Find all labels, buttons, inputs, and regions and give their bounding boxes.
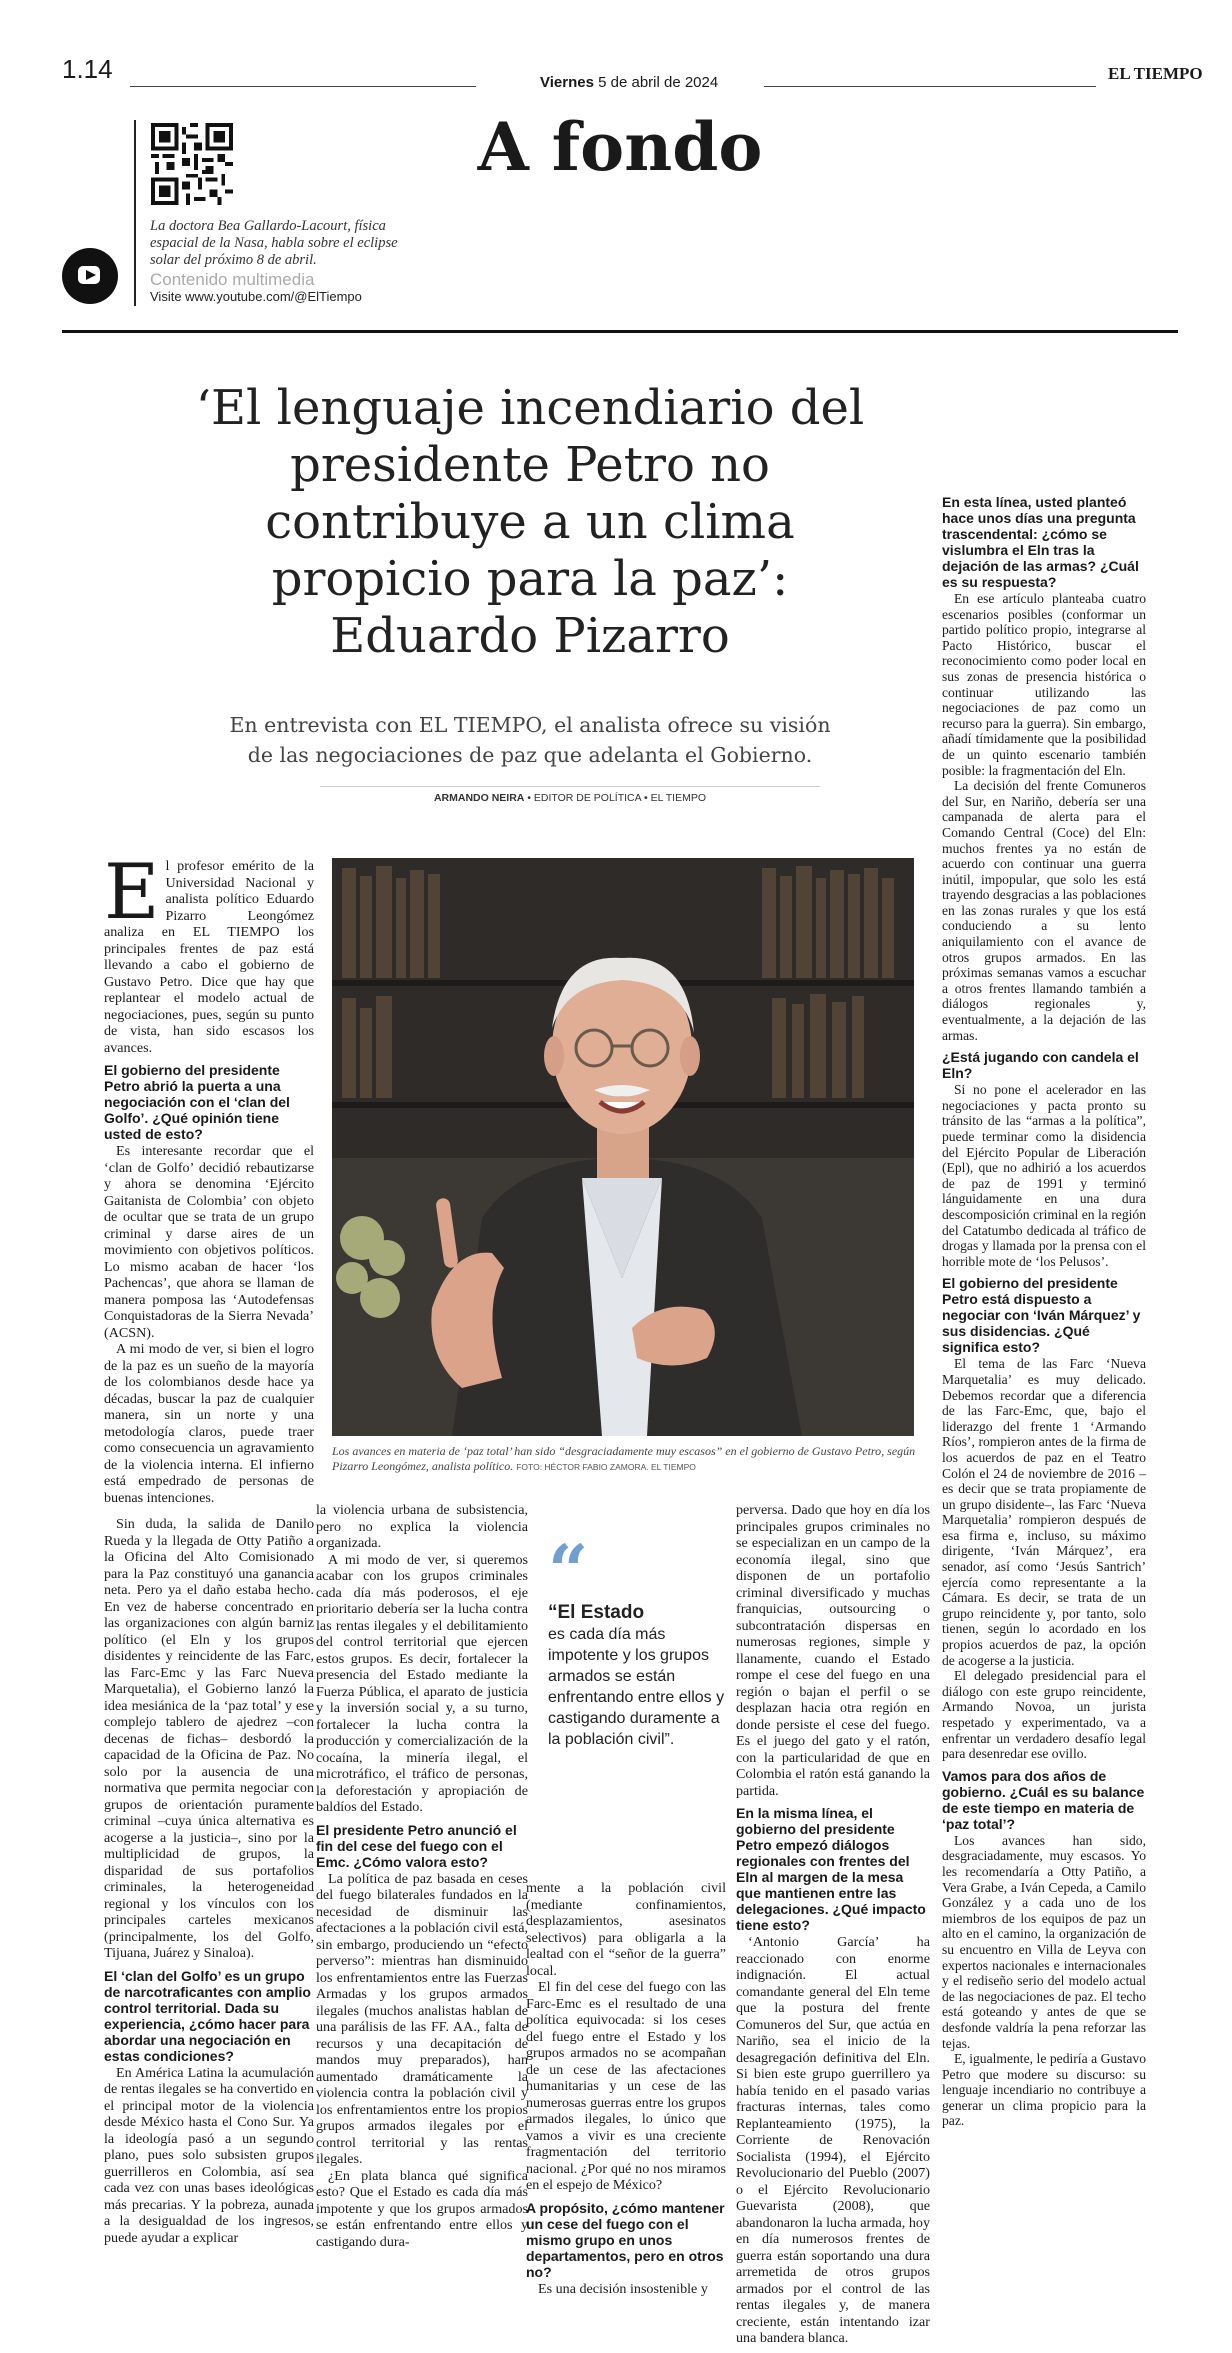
byline-name: ARMANDO NEIRA [433, 792, 525, 804]
pull-quote [548, 1529, 730, 1750]
column-5 [942, 488, 1146, 2129]
answer-paragraph: ¿En plata blanca qué significa esto? Que el Estado es cada día más impotente y que los grupos armados se están enfrentando entre ellos y castigando dura- [316, 2167, 528, 2250]
answer-paragraph: E, igualmente, le pediría a Gustavo Petro que modere su discurso: su lenguaje incendiario no contribuye a generar un clima propicio para la paz. [942, 2051, 1146, 2129]
answer-paragraph: En ese artículo planteaba cuatro escenarios posibles (conformar un partido político propio, integrarse al Pacto Histórico, buscar el reconocimiento como poder local en sus zonas de presencia histórica o continuar utilizando las negociaciones de paz como un recurso para la guerra). Sin embargo, añadí tímidamente que la posibilidad de un quinto escenario también posible: la fragmentación del Eln. [942, 591, 1146, 778]
column-4 [736, 1502, 930, 2347]
column-1 [104, 847, 314, 1506]
answer-paragraph: mente a la población civil (mediante confinamientos, desplazamientos, asesinatos selectivos) para obligarla a la lealtad con el “señor de la guerra” local. [526, 1880, 726, 1979]
answer-paragraph: El fin del cese del fuego con las Farc-Emc es el resultado de una política equivocada: si los ceses del fuego entre el Estado y los grupos armados no se acompañan de un cese de las afectaciones humanitarias y un cese de las numerosas guerras entre los grupos armados ilegales, lo único que vamos a vivir es una creciente fragmentación del territorio nacional. ¿Por qué no nos miramos en el espejo de México? [526, 1979, 726, 2193]
answer-paragraph: Sin duda, la salida de Danilo Rueda y la llegada de Otty Patiño a la Oficina del Alto Comisionado para la Paz constituyó una ganancia neta. Pero ya el daño estaba hecho. En vez de haberse concentrado en las organizaciones con algún barniz político (el Eln y los grupos disidentes y reincidente de las Farc, las Farc-Emc y las Farc Nueva Marquetalia), el Gobierno lanzó la idea mesiánica de la ‘paz total’ y ese complejo tablero de ajedrez –con decenas de fichas– desbordó la capacidad de la Oficina de Paz. No solo por la ausencia de una normativa que permita negociar con grupos de orientación puramente criminal –cuya única alternativa es acogerse a la justicia–, sino por la multiplicidad de grupos, la disparidad de sus portafolios criminales, la heterogeneidad regional y los vínculos con los principales carteles mexicanos (principalmente, los del Golfo, Tijuana, Juárez y Sinaloa). [104, 1516, 314, 1961]
promo-divider [134, 120, 136, 306]
question-5: En la misma línea, el gobierno del presidente Petro empezó diálogos regionales con frentes del Eln al margen de la mesa que mantienen entre las delegaciones. ¿Qué impacto tiene esto? [736, 1805, 926, 1933]
intro-paragraph [104, 847, 314, 1056]
quote-mark-icon: “ [548, 1529, 589, 1612]
promo-url[interactable]: Visite www.youtube.com/@ElTiempo [150, 289, 362, 304]
photo-caption [332, 1444, 922, 1475]
question-7: ¿Está jugando con candela el Eln? [942, 1049, 1139, 1082]
caption-text: Los avances en materia de ‘paz total’ han sido “desgraciadamente muy escasos” en el gobierno de Gustavo Petro, según Pizarro Leongómez, analista político. [332, 1444, 916, 1473]
question-1: El gobierno del presidente Petro abrió la puerta a una negociación con el ‘clan del Golfo’. ¿Qué opinión tiene usted de esto? [104, 1062, 290, 1142]
intro-text: l profesor emérito de la Universidad Nacional y analista político Eduardo Pizarro Leongómez analiza en EL TIEMPO los principales frentes de paz está llevando a cabo el gobierno de Gustavo Petro. Dice que hay que replantear el modelo actual de negociaciones, pues, según su punto de vista, han sido escasos los avances. [104, 858, 314, 1056]
answer-paragraph: En América Latina la acumulación de rentas ilegales se ha convertido en el principal motor de la violencia desde México hasta el Cono Sur. Ya la ideología pasó a un segundo plano, pues solo subsisten grupos guerrilleros en Colombia, así sea cada vez con unas bases ideológicas más precarias. Y la pobreza, aunada a la desigualdad de los ingresos, puede ayudar a explicar [104, 2064, 314, 2246]
column-1-lower [104, 1516, 314, 2246]
pull-quote-lead: “El Estado [548, 1602, 645, 1623]
promo-label: Contenido multimedia [150, 270, 315, 289]
page-number: 1.14 [62, 54, 113, 84]
article-deck: En entrevista con EL TIEMPO, el analista ofrece su visión de las negociaciones de paz que adelanta el Gobierno. [229, 713, 831, 767]
byline [320, 792, 820, 804]
column-2 [316, 1502, 528, 2250]
answer-paragraph: Es una decisión insostenible y [538, 2280, 708, 2297]
photo-credit: FOTO: HÉCTOR FABIO ZAMORA. EL TIEMPO [516, 1462, 696, 1472]
answer-paragraph: A mi modo de ver, si queremos acabar con los grupos criminales cada día más poderosos, el eje prioritario debería ser la lucha contra las rentas ilegales y el debilitamiento del control territorial que ejercen estos grupos. Es decir, fortalecer la presencia del Estado mediante la Fuerza Pública, el aparato de justicia y la inversión social y, a su turno, fortalecer la lucha contra la producción y comercialización de la cocaína, la minería ilegal, el microtráfico, el tráfico de personas, la deforestación y apropiación de baldíos del Estado. [316, 1551, 528, 1815]
answer-paragraph: Los avances han sido, desgraciadamente, muy escasos. Yo les recomendaría a Otty Patiño, a Vera Grabe, a Iván Cepeda, a Camilo González y a cada uno de los miembros de los equipos de paz un alto en el camino, la organización de su encuentro en Villa de Leyva con expertos nacionales e internacionales y el rediseño serio del modelo actual de las negociaciones de paz. El techo está goteando y antes de que se desfonde valdría la pena reforzar las tejas. [942, 1832, 1146, 2051]
answer-paragraph: El tema de las Farc ‘Nueva Marquetalia’ es muy delicado. Debemos recordar que a diferencia de las Farc-Emc, que, bajo el liderazgo del frente 1 ‘Armando Ríos’, rompieron antes de la firma de los acuerdos de paz en el Teatro Colón el 24 de noviembre de 2016 –es decir que se trata propiamente de un grupo disidente–, las Farc ‘Nueva Marquetalia’ rompieron después de esa firma e, incluso, su máximo dirigente, ‘Iván Márquez’, era senador, así como ‘Jesús Santrich’ ejercía como representante a la Cámara. Es decir, se trata de un grupo reincidente y, por tanto, solo tienen, según lo acordado en los propios acuerdos de paz, la opción de acogerse a la justicia. [942, 1356, 1146, 1668]
answer-paragraph: La política de paz basada en ceses del fuego bilaterales fundados en la necesidad de disminuir las afectaciones a la población civil está, sin embargo, produciendo un “efecto perverso”: mientras han disminuido los enfrentamientos entre las Fuerzas Armadas y los grupos armados ilegales (muchos analistas hablan de una parálisis de las FF. AA., falta de recursos y una decapitación de mandos muy preparados), han aumentado dramáticamente la violencia contra la población civil y los enfrentamientos entre los propios grupos armados ilegales por el control territorial y las rentas ilegales. [316, 1870, 528, 2167]
header-rule-right [764, 86, 1096, 87]
drop-cap: E [104, 847, 160, 936]
pull-quote-text [548, 1602, 730, 1750]
question-2: El ‘clan del Golfo’ es un grupo de narcotraficantes con amplio control territorial. Dada su experiencia, ¿cómo hacer para abordar una negociación en estas condiciones? [104, 1967, 311, 2064]
column-3 [526, 1880, 726, 2297]
question-6: En esta línea, usted planteó hace unos días una pregunta trascendental: ¿cómo se vislumbra el Eln tras la dejación de las armas? ¿Cuál es su respuesta? [942, 494, 1139, 590]
answer-paragraph: A mi modo de ver, si bien el logro de la paz es un sueño de la mayoría de los colombianos desde hace ya décadas, buscar la paz de cualquier manera, sin un norte y una metodología claros, puede traer como consecuencia un agravamiento de la violencia interna. El infierno está empedrado de personas de buenas intenciones. [104, 1341, 314, 1506]
brand-logo: EL TIEMPO [1108, 64, 1203, 83]
date-text: 5 de abril de 2024 [598, 74, 719, 91]
answer-paragraph: ‘Antonio García’ ha reaccionado con enorme indignación. El actual comandante general del Eln teme que la postura del frente Comuneros del Sur, que actúa en Nariño, sea el inicio de la desagregación definitiva del Eln. Si bien este grupo guerrillero ya había tenido en el pasado varias fracturas internas, tales como Replanteamiento (1975), la Corriente de Renovación Socialista (1994), el Ejército Revolucionario del Pueblo (2007) o el Ejército Revolucionario Guevarista (2008), que abandonaron la lucha armada, hoy en día numerosos frentes de guerra están soportando una dura arremetida de otros grupos armados por el control de las rentas ilegales y, de manera creciente, están intentando izar una bandera blanca. [736, 1934, 930, 2346]
question-3: El presidente Petro anunció el fin del cese del fuego con el Emc. ¿Cómo valora esto? [316, 1821, 517, 1870]
pull-quote-rest: es cada día más impotente y los grupos armados se están enfrentando entre ellos y castigando duramente a la población civil”. [548, 1626, 725, 1748]
issue-date [540, 74, 718, 91]
article-headline: ‘El lenguaje incendiario del presidente Petro no contribuye a un clima propicio para la paz’: Eduardo Pizarro [195, 380, 865, 664]
answer-paragraph: la violencia urbana de subsistencia, pero no explica la violencia organizada. [316, 1502, 528, 1551]
question-9: Vamos para dos años de gobierno. ¿Cuál es su balance de este tiempo en materia de ‘paz total’? [942, 1767, 1145, 1832]
question-4: A propósito, ¿cómo mantener un cese del fuego con el mismo grupo en unos departamentos, pero en otros no? [526, 2199, 725, 2280]
header-rule-left [130, 86, 476, 87]
section-rule [62, 330, 1178, 333]
promo-text: La doctora Bea Gallardo-Lacourt, física espacial de la Nasa, habla sobre el eclipse solar del próximo 8 de abril. [150, 218, 398, 268]
byline-role: • EDITOR DE POLÍTICA • EL TIEMPO [524, 792, 707, 804]
section-title: A fondo [477, 108, 763, 186]
answer-paragraph: perversa. Dado que hoy en día los principales grupos criminales no se especializan en un campo de la economía ilegal, sino que disponen de un portafolio criminal diversificado y muchas franquicias, outsourcing o subcontratación dispersas en numerosas regiones, simple y llanamente, cuando el Estado rompe el cese del fuego en una región o bajan el perfil o se desplazan hacia otra región en donde persiste el cese del fuego. Es el juego del gato y el ratón, con la particularidad de que en Colombia el ratón está ganando la partida. [736, 1502, 930, 1799]
answer-paragraph: El delegado presidencial para el diálogo con este grupo reincidente, Armando Novoa, un jurista respetado y experimentado, va a enfrentar un verdadero desafío legal para desenredar ese ovillo. [942, 1668, 1146, 1762]
article-photo [332, 858, 914, 1436]
question-8: El gobierno del presidente Petro está dispuesto a negociar con ‘Iván Márquez’ y sus disidencias. ¿Qué significa esto? [942, 1275, 1141, 1356]
byline-rule [320, 786, 820, 787]
weekday: Viernes [540, 74, 594, 91]
qr-code-icon[interactable] [150, 122, 234, 206]
answer-paragraph: Si no pone el acelerador en las negociaciones y pacta pronto su tránsito de las “armas a la política”, puede terminar como la disidencia del Ejército Popular de Liberación (Epl), que no adhirió a los acuerdos de paz de 1991 y terminó lánguidamente en una dura descomposición criminal en la región del Catatumbo dedicada al tráfico de drogas y llamada por la prensa con el horrible mote de ‘los Pelusos’. [942, 1082, 1146, 1269]
answer-paragraph: La decisión del frente Comuneros del Sur, en Nariño, debería ser una campanada de alerta para el Comando Central (Coce) del Eln: muchos frentes ya no están de acuerdo con continuar una guerra inútil, impopular, que solo les está trayendo desgracias a las poblaciones en las zonas rurales y que los está conduciendo a su lento aniquilamiento con el avance de otros grupos armados. En las próximas semanas vamos a escuchar a otros frentes llamando también a diálogos regionales y, eventualmente, a la dejación de las armas. [942, 778, 1146, 1043]
youtube-icon[interactable] [62, 248, 118, 304]
answer-paragraph: Es interesante recordar que el ‘clan de Golfo’ decidió rebautizarse y ahora se denomina ‘Ejército Gaitanista de Colombia’ con objeto de ocultar que se trata de un grupo criminal y darse aires de un movimiento con objetivos políticos. Lo mismo acaban de hacer ‘los Pachencas’, que ahora se llaman de manera pomposa las ‘Autodefensas Conquistadoras de la Sierra Nevada’ (ACSN). [104, 1143, 314, 1341]
multimedia-promo [150, 218, 400, 305]
